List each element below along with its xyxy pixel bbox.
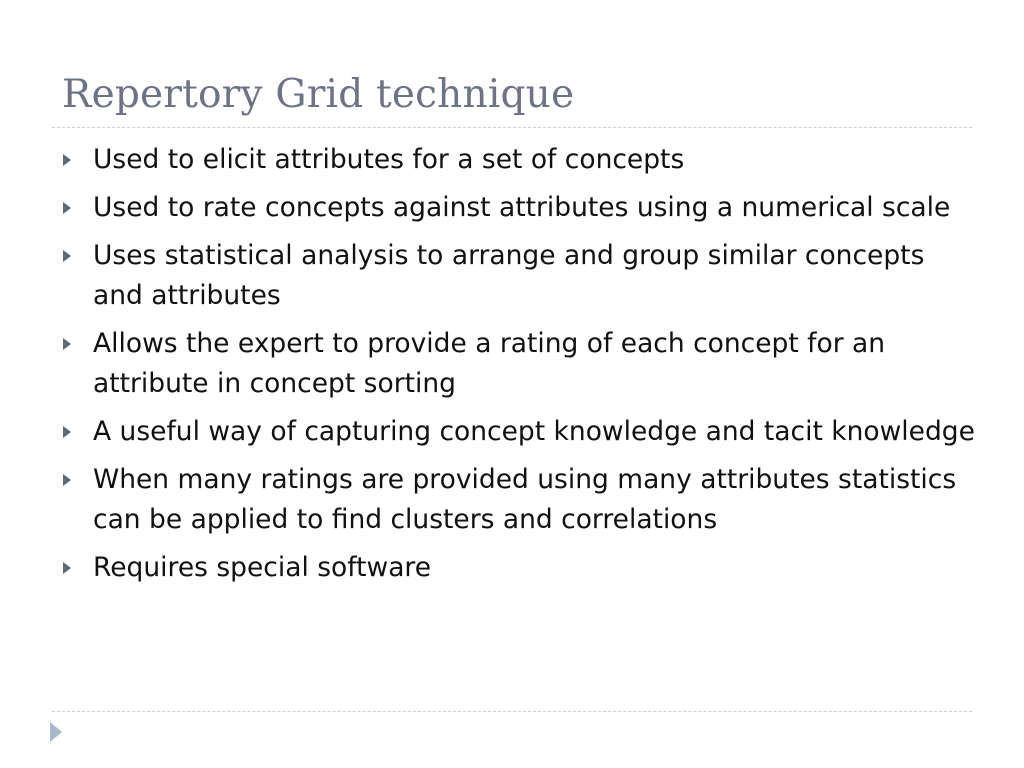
bullet-text: A useful way of capturing concept knowledge and tacit knowledge xyxy=(93,416,975,447)
title-divider xyxy=(52,127,972,128)
triangle-right-icon xyxy=(63,154,71,166)
bullet-text: Allows the expert to provide a rating of each concept for an attribute in concept sorting xyxy=(93,328,886,399)
bullet-text: Used to elicit attributes for a set of concepts xyxy=(93,144,685,175)
footer-divider xyxy=(52,711,972,712)
triangle-right-icon xyxy=(63,250,71,262)
triangle-right-icon xyxy=(63,338,71,350)
bullet-item xyxy=(60,236,980,316)
bullet-item xyxy=(60,460,980,540)
bullet-item xyxy=(60,548,980,588)
triangle-right-icon xyxy=(63,562,71,574)
bullet-text: Requires special software xyxy=(93,552,432,583)
triangle-right-icon xyxy=(63,426,71,438)
slide-title: Repertory Grid technique xyxy=(62,72,575,117)
bullet-text: Uses statistical analysis to arrange and group similar concepts and attributes xyxy=(93,240,925,311)
play-icon[interactable] xyxy=(50,722,62,742)
triangle-right-icon xyxy=(63,202,71,214)
bullet-item xyxy=(60,188,980,228)
bullet-text: When many ratings are provided using many attributes statistics can be applied to find clusters and correlations xyxy=(93,464,957,535)
bullet-text: Used to rate concepts against attributes using a numerical scale xyxy=(93,192,951,223)
bullet-item xyxy=(60,324,980,404)
triangle-right-icon xyxy=(63,474,71,486)
bullet-list xyxy=(60,140,980,596)
bullet-item xyxy=(60,412,980,452)
bullet-item xyxy=(60,140,980,180)
